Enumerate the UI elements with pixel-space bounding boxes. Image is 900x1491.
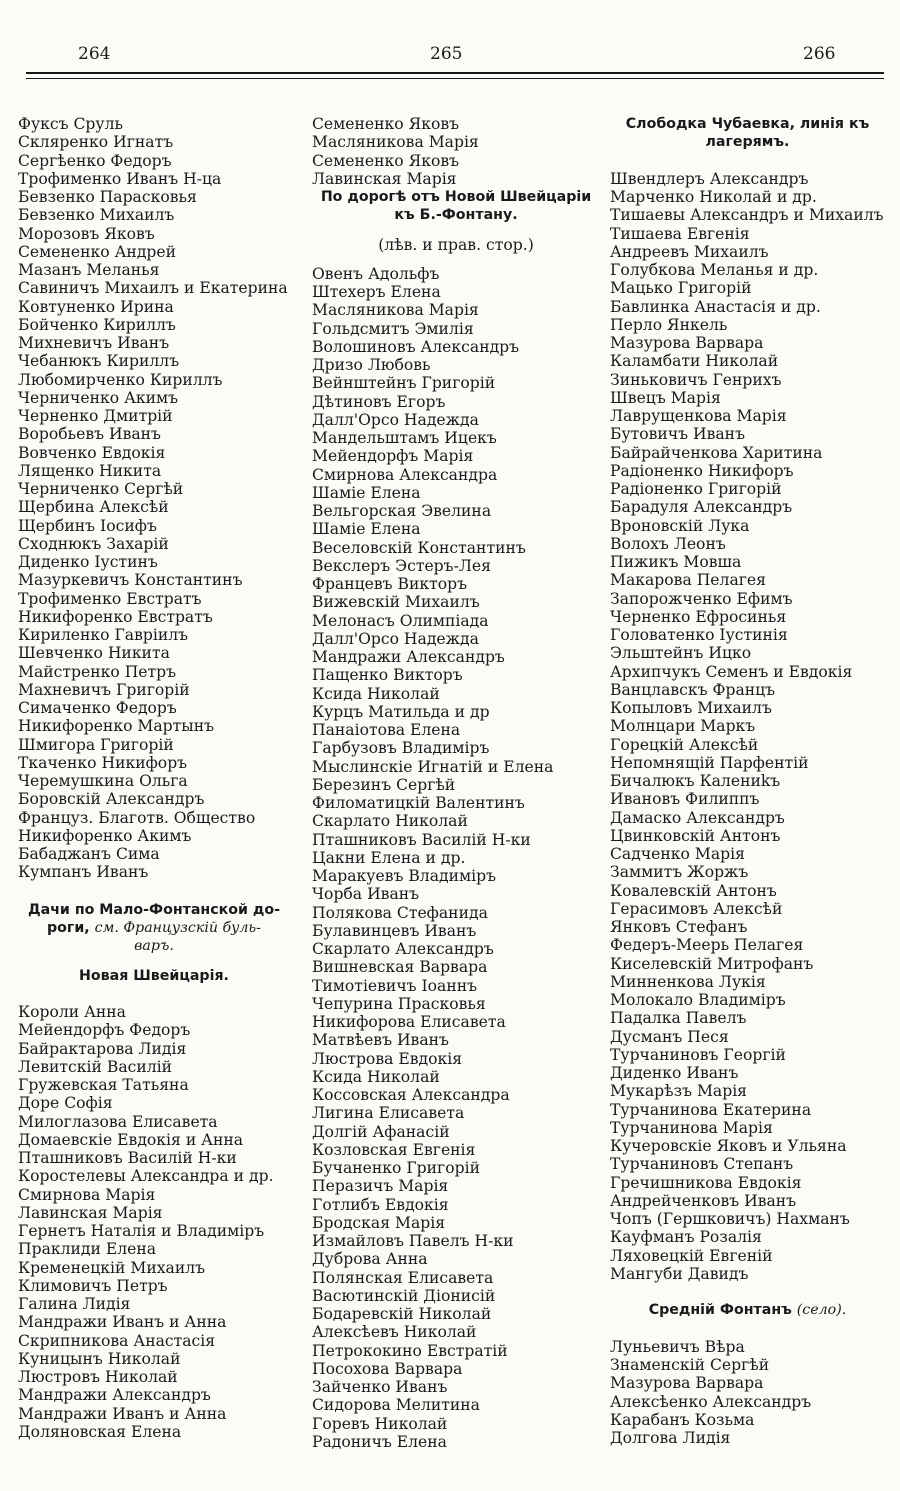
list-item: Скрипникова Анастасія (18, 1331, 216, 1350)
list-item: Мандражи Иванъ и Анна (18, 1404, 227, 1423)
section-subheading-sides: (лѣв. и прав. стор.) (378, 235, 534, 254)
column-left (18, 115, 290, 1441)
list-item: Ткаченко Никифоръ (18, 753, 188, 772)
list-item: Федеръ-Меерь Пелагея (610, 936, 804, 955)
list-item: Диденко Иванъ (610, 1064, 739, 1082)
list-item: Молнцари Маркъ (610, 717, 756, 736)
list-item: Гружевская Татьяна (18, 1076, 189, 1094)
list-item: Кауфманъ Розалія (610, 1228, 762, 1247)
list-item: Коссовская Александра (312, 1086, 510, 1104)
list-item: Француз. Благотв. Общество (18, 808, 256, 827)
page-number-right: 266 (803, 44, 836, 64)
list-item: Ковтуненко Ирина (18, 297, 174, 316)
list-item: Чепурина Прасковья (312, 994, 486, 1013)
list-item: Никифоренко Акимъ (18, 826, 192, 845)
list-item: Ляховецкій Евгеній (610, 1246, 773, 1265)
list-item: Скарлато Александръ (312, 940, 494, 958)
list-item: Веселовскій Константинъ (312, 538, 526, 557)
section-heading-new-switzerland: Новая Швейцарія. (79, 967, 229, 984)
list-item: Диденко Іустинъ (18, 553, 158, 571)
header-rule-thick (26, 72, 884, 74)
list-item: Бутовичъ Иванъ (610, 425, 745, 444)
list-item: Трофименко Евстратъ (18, 589, 202, 608)
list-item: Радіоненко Никифоръ (610, 461, 794, 480)
list-item: Молокало Владиміръ (610, 991, 786, 1009)
list-item: Козловская Евгенія (312, 1140, 476, 1159)
list-item: Пижикъ Мовша (610, 553, 742, 571)
list-item: Черненко Ефросинья (610, 607, 787, 626)
resident-list (610, 170, 885, 1283)
list-item: Цакни Елена и др. (312, 848, 466, 867)
list-item: Бабаджанъ Сима (18, 845, 160, 863)
list-item: Воробьевъ Иванъ (18, 425, 161, 444)
list-item: Лященко Никита (18, 461, 162, 480)
list-item: Карабанъ Козьма (610, 1410, 755, 1429)
column-right (610, 115, 885, 1447)
list-item: Короли Анна (18, 1003, 126, 1021)
list-item: Лавинская Марія (312, 169, 457, 188)
list-item: Фуксъ Сруль (18, 115, 123, 133)
list-item: Пащенко Викторъ (312, 666, 463, 685)
list-item: Минненкова Лукія (610, 972, 766, 991)
list-item: Зайченко Иванъ (312, 1378, 448, 1396)
list-item: Масляникова Марія (312, 133, 479, 152)
list-item: Мандельштамъ Ицекъ (312, 429, 497, 447)
list-item: Пташниковъ Василій Н-ки (18, 1149, 237, 1167)
list-item: Далл'Орсо Надежда (312, 629, 479, 648)
list-item: Киселевскій Митрофанъ (610, 954, 814, 973)
list-item: Мелонасъ Олимпіада (312, 611, 489, 630)
list-item: Дризо Любовь (312, 356, 431, 374)
list-item: Тишаевы Александръ и Михаилъ (610, 206, 884, 225)
list-item: Вижевскій Михаилъ (312, 593, 480, 612)
list-item: Масляникова Марія (312, 301, 479, 320)
list-item: Бавлинка Анастасія и др. (610, 297, 821, 316)
list-item: Ксида Николай (312, 1067, 440, 1086)
list-item: Падалка Павелъ (610, 1009, 747, 1028)
list-item: Ковалевскій Антонъ (610, 881, 777, 900)
list-item: Герасимовъ Алексѣй (610, 899, 783, 918)
list-item: Курцъ Матильда и др (312, 702, 490, 721)
list-item: Векслеръ Эстеръ-Лея (312, 556, 491, 575)
list-item: Дуброва Анна (312, 1250, 428, 1269)
list-item: Турчанинова Марія (610, 1118, 773, 1137)
list-item: Дѣтиновъ Егоръ (312, 392, 446, 411)
section-heading-sredniy-fontan: Средній Фонтанъ (село). (648, 1302, 847, 1319)
column-middle (312, 115, 600, 1451)
list-item: Матвѣевъ Иванъ (312, 1031, 449, 1050)
list-item: Мазанъ Меланья (18, 261, 160, 279)
list-item: Лаврущенкова Марія (610, 407, 787, 425)
list-item: Галина Лидія (18, 1295, 131, 1313)
list-item: Чопъ (Гершковичъ) Нахманъ (610, 1210, 850, 1228)
list-item: Гольдсмитъ Эмилія (312, 319, 474, 338)
list-item: Долгова Лидія (610, 1429, 731, 1447)
list-item: Лавинская Марія (18, 1203, 163, 1222)
list-item: Никифоренко Мартынъ (18, 717, 215, 736)
list-item: Готлибъ Евдокія (312, 1195, 449, 1214)
list-item: Черненко Дмитрій (18, 407, 173, 425)
list-item: Семененко Яковъ (312, 115, 460, 133)
list-item: Семененко Яковъ (312, 151, 460, 170)
list-item: Швецъ Марія (610, 388, 721, 407)
list-item: Волошиновъ Александръ (312, 337, 520, 356)
list-item: Никифорова Елисавета (312, 1013, 506, 1031)
list-item: Панаіотова Елена (312, 721, 461, 739)
list-item: Бучаненко Григорій (312, 1159, 480, 1177)
resident-list (312, 265, 600, 1451)
list-item: Непомнящій Парфентій (610, 753, 809, 772)
resident-list (18, 115, 290, 882)
list-item: Трофименко Иванъ Н-ца (18, 169, 222, 188)
list-item: Вейнштейнъ Григорій (312, 374, 496, 393)
list-item: Турчанинова Екатерина (610, 1100, 812, 1119)
list-item: Шаміе Елена (312, 483, 421, 502)
list-item: Шаміе Елена (312, 520, 421, 539)
list-item: Дамаско Александръ (610, 808, 785, 827)
list-item: Мазуркевичъ Константинъ (18, 571, 243, 590)
list-item: Алексѣевъ Николай (312, 1323, 477, 1342)
list-item: Чорба Иванъ (312, 885, 420, 904)
list-item: Каламбати Николай (610, 352, 779, 371)
list-item: Францевъ Викторъ (312, 575, 468, 593)
page-number-middle: 265 (430, 44, 463, 64)
list-item: Скляренко Игнатъ (18, 133, 174, 152)
list-item: Перло Янкель (610, 315, 728, 334)
list-item: Ксида Николай (312, 684, 440, 703)
list-item: Михневичъ Иванъ (18, 334, 170, 352)
list-item: Доляновская Елена (18, 1422, 182, 1441)
list-item: Сергѣенко Федоръ (18, 151, 172, 170)
list-item: Коростелевы Александра и др. (18, 1167, 274, 1186)
list-item: Полякова Стефанида (312, 903, 488, 922)
list-item: Мангуби Давидъ (610, 1264, 749, 1283)
list-item: Боровскій Александръ (18, 790, 205, 809)
list-item: Бевзенко Михаилъ (18, 206, 175, 225)
list-item: Шевченко Никита (18, 644, 170, 663)
list-item: Маракуевъ Владиміръ (312, 867, 497, 885)
list-item: Цвинковскій Антонъ (610, 826, 781, 845)
list-item: Бевзенко Парасковья (18, 188, 197, 206)
list-item: Радоничъ Елена (312, 1432, 447, 1451)
list-item: Садченко Марія (610, 845, 745, 863)
list-item: Заммитъ Жоржъ (610, 863, 749, 882)
list-item: Гернетъ Наталія и Владиміръ (18, 1222, 265, 1240)
list-item: Марченко Николай и др. (610, 188, 817, 206)
list-item: Далл'Орсо Надежда (312, 410, 479, 429)
list-item: Смирнова Александра (312, 465, 498, 484)
list-item: Кременецкій Михаилъ (18, 1258, 206, 1277)
list-item: Шмигора Григорій (18, 735, 174, 754)
list-item: Симаченко Федоръ (18, 699, 177, 717)
list-item: Петрококино Евстратій (312, 1341, 508, 1360)
list-item: Полянская Елисавета (312, 1268, 494, 1287)
list-item: Бодаревскій Николай (312, 1305, 492, 1323)
list-item: Турчаниновъ Георгій (610, 1045, 786, 1064)
list-item: Филоматицкій Валентинъ (312, 794, 525, 812)
list-item: Байрайченкова Харитина (610, 443, 823, 462)
list-item: Швендлеръ Александръ (610, 169, 809, 188)
list-item: Гарбузовъ Владиміръ (312, 739, 490, 758)
list-item: Смирнова Марія (18, 1185, 156, 1204)
list-item: Куницынъ Николай (18, 1349, 181, 1368)
list-item: Домаевскіе Евдокія и Анна (18, 1130, 244, 1149)
list-item: Левитскій Василій (18, 1057, 173, 1076)
list-item: Доре Софія (18, 1094, 113, 1113)
list-item: Мазурова Варвара (610, 334, 764, 352)
list-item: Алексѣенко Александръ (610, 1392, 812, 1411)
list-item: Черемушкина Ольга (18, 772, 188, 790)
list-item: Тимотіевичъ Іоаннъ (312, 976, 478, 995)
section-heading-slobodka: Слободка Чубаевка, линія къ лагерямъ. (625, 116, 870, 151)
list-item: Гречишникова Евдокія (610, 1173, 802, 1192)
list-item: Запорожченко Ефимъ (610, 589, 793, 608)
list-item: Пташниковъ Василій Н-ки (312, 830, 531, 849)
list-item: Лигина Елисавета (312, 1104, 465, 1123)
list-item: Кучеровскіе Яковъ и Ульяна (610, 1137, 847, 1155)
list-item: Вишневская Варвара (312, 958, 488, 977)
list-item: Копыловъ Михаилъ (610, 699, 772, 717)
list-item: Мазурова Варвара (610, 1374, 764, 1393)
page-header (0, 44, 900, 70)
list-item: Бичалюкъ Калениkъ (610, 772, 781, 790)
list-item: Андреевъ Михаилъ (610, 242, 769, 261)
list-item: Перазичъ Марія (312, 1177, 449, 1196)
list-item: Горецкій Алексѣй (610, 735, 759, 754)
list-item: Дусманъ Песя (610, 1027, 729, 1046)
list-item: Измайловъ Павелъ Н-ки (312, 1232, 514, 1250)
list-item: Мыслинскіе Игнатій и Елена (312, 757, 554, 776)
list-item: Голубкова Меланья и др. (610, 261, 819, 279)
list-item: Бойченко Кириллъ (18, 315, 176, 334)
list-item: Горевъ Николай (312, 1414, 448, 1433)
list-item: Махневичъ Григорій (18, 680, 190, 699)
list-item: Бродская Марія (312, 1213, 446, 1232)
list-item: Вельгорская Эвелина (312, 502, 492, 520)
list-item: Мандражи Александръ (312, 648, 505, 666)
resident-list (312, 115, 600, 188)
list-item: Турчаниновъ Степанъ (610, 1155, 794, 1174)
list-item: Архипчукъ Семенъ и Евдокія (610, 662, 853, 681)
list-item: Щербинъ Іосифъ (18, 516, 157, 535)
list-item: Радіоненко Григорій (610, 480, 782, 498)
list-item: Знаменскій Сергѣй (610, 1356, 770, 1374)
list-item: Вовченко Евдокія (18, 443, 166, 462)
list-item: Сходнюкъ Захарій (18, 534, 169, 553)
list-item: Чебанюкъ Кириллъ (18, 352, 180, 371)
list-item: Тишаева Евгенія (610, 224, 750, 243)
list-item: Янковъ Стефанъ (610, 918, 748, 936)
list-item: Мандражи Иванъ и Анна (18, 1313, 227, 1332)
list-item: Барадуля Александръ (610, 498, 793, 517)
section-heading-road: По дорогѣ отъ Новой Швейцаріи къ Б.-Фонтану. (320, 189, 592, 224)
list-item: Мацько Григорій (610, 279, 752, 298)
list-item: Любомирченко Кириллъ (18, 370, 223, 389)
list-item: Зиньковичъ Генрихъ (610, 370, 782, 389)
list-item: Овенъ Адольфъ (312, 264, 440, 283)
list-item: Черниченко Сергѣй (18, 480, 184, 498)
list-item: Морозовъ Яковъ (18, 224, 155, 243)
list-item: Савиничъ Михаилъ и Екатерина (18, 279, 288, 298)
list-item: Сидорова Мелитина (312, 1396, 480, 1415)
resident-list (610, 1338, 885, 1448)
list-item: Кумпанъ Иванъ (18, 863, 149, 882)
list-item: Березинъ Сергѣй (312, 775, 456, 794)
list-item: Ванцлавскъ Францъ (610, 680, 776, 699)
list-item: Эльштейнъ Ицко (610, 644, 752, 663)
list-item: Мандражи Александръ (18, 1386, 211, 1405)
page-number-left: 264 (78, 44, 111, 64)
section-heading-dachi: Дачи по Мало-Фонтанской до- роги, см. Французскій буль- варъ. (27, 901, 280, 955)
list-item: Черниченко Акимъ (18, 388, 179, 407)
list-item: Макарова Пелагея (610, 571, 766, 590)
list-item: Щербина Алексѣй (18, 498, 169, 517)
list-item: Байрактарова Лидія (18, 1039, 187, 1058)
list-item: Люстровъ Николай (18, 1368, 178, 1386)
list-item: Праклиди Елена (18, 1240, 157, 1259)
list-item: Кириленко Гавріилъ (18, 626, 189, 644)
list-item: Мукарѣзъ Марія (610, 1082, 748, 1101)
list-item: Ивановъ Филиппъ (610, 790, 760, 809)
list-item: Климовичъ Петръ (18, 1276, 168, 1295)
list-item: Андрейченковъ Иванъ (610, 1191, 797, 1210)
list-item: Долгій Афанасій (312, 1122, 450, 1141)
list-item: Волохъ Леонъ (610, 534, 726, 553)
list-item: Головатенко Іустинія (610, 626, 788, 644)
list-item: Луньевичъ Вѣра (610, 1337, 745, 1356)
list-item: Скарлато Николай (312, 812, 468, 831)
list-item: Штехеръ Елена (312, 283, 441, 301)
list-item: Булавинцевъ Иванъ (312, 921, 477, 940)
list-item: Семененко Андрей (18, 242, 177, 261)
header-rule-thin (26, 78, 884, 79)
list-item: Никифоренко Евстратъ (18, 607, 213, 626)
list-item: Посохова Варвара (312, 1359, 463, 1378)
list-item: Люстрова Евдокія (312, 1049, 463, 1068)
list-item: Васютинскій Діонисій (312, 1286, 496, 1305)
list-item: Майстренко Петръ (18, 662, 177, 681)
list-item: Мейендорфъ Марія (312, 447, 474, 466)
list-item: Мейендорфъ Федоръ (18, 1021, 191, 1040)
list-item: Милоглазова Елисавета (18, 1112, 218, 1131)
list-item: Вроновскій Лука (610, 516, 750, 535)
resident-list (18, 1003, 290, 1441)
